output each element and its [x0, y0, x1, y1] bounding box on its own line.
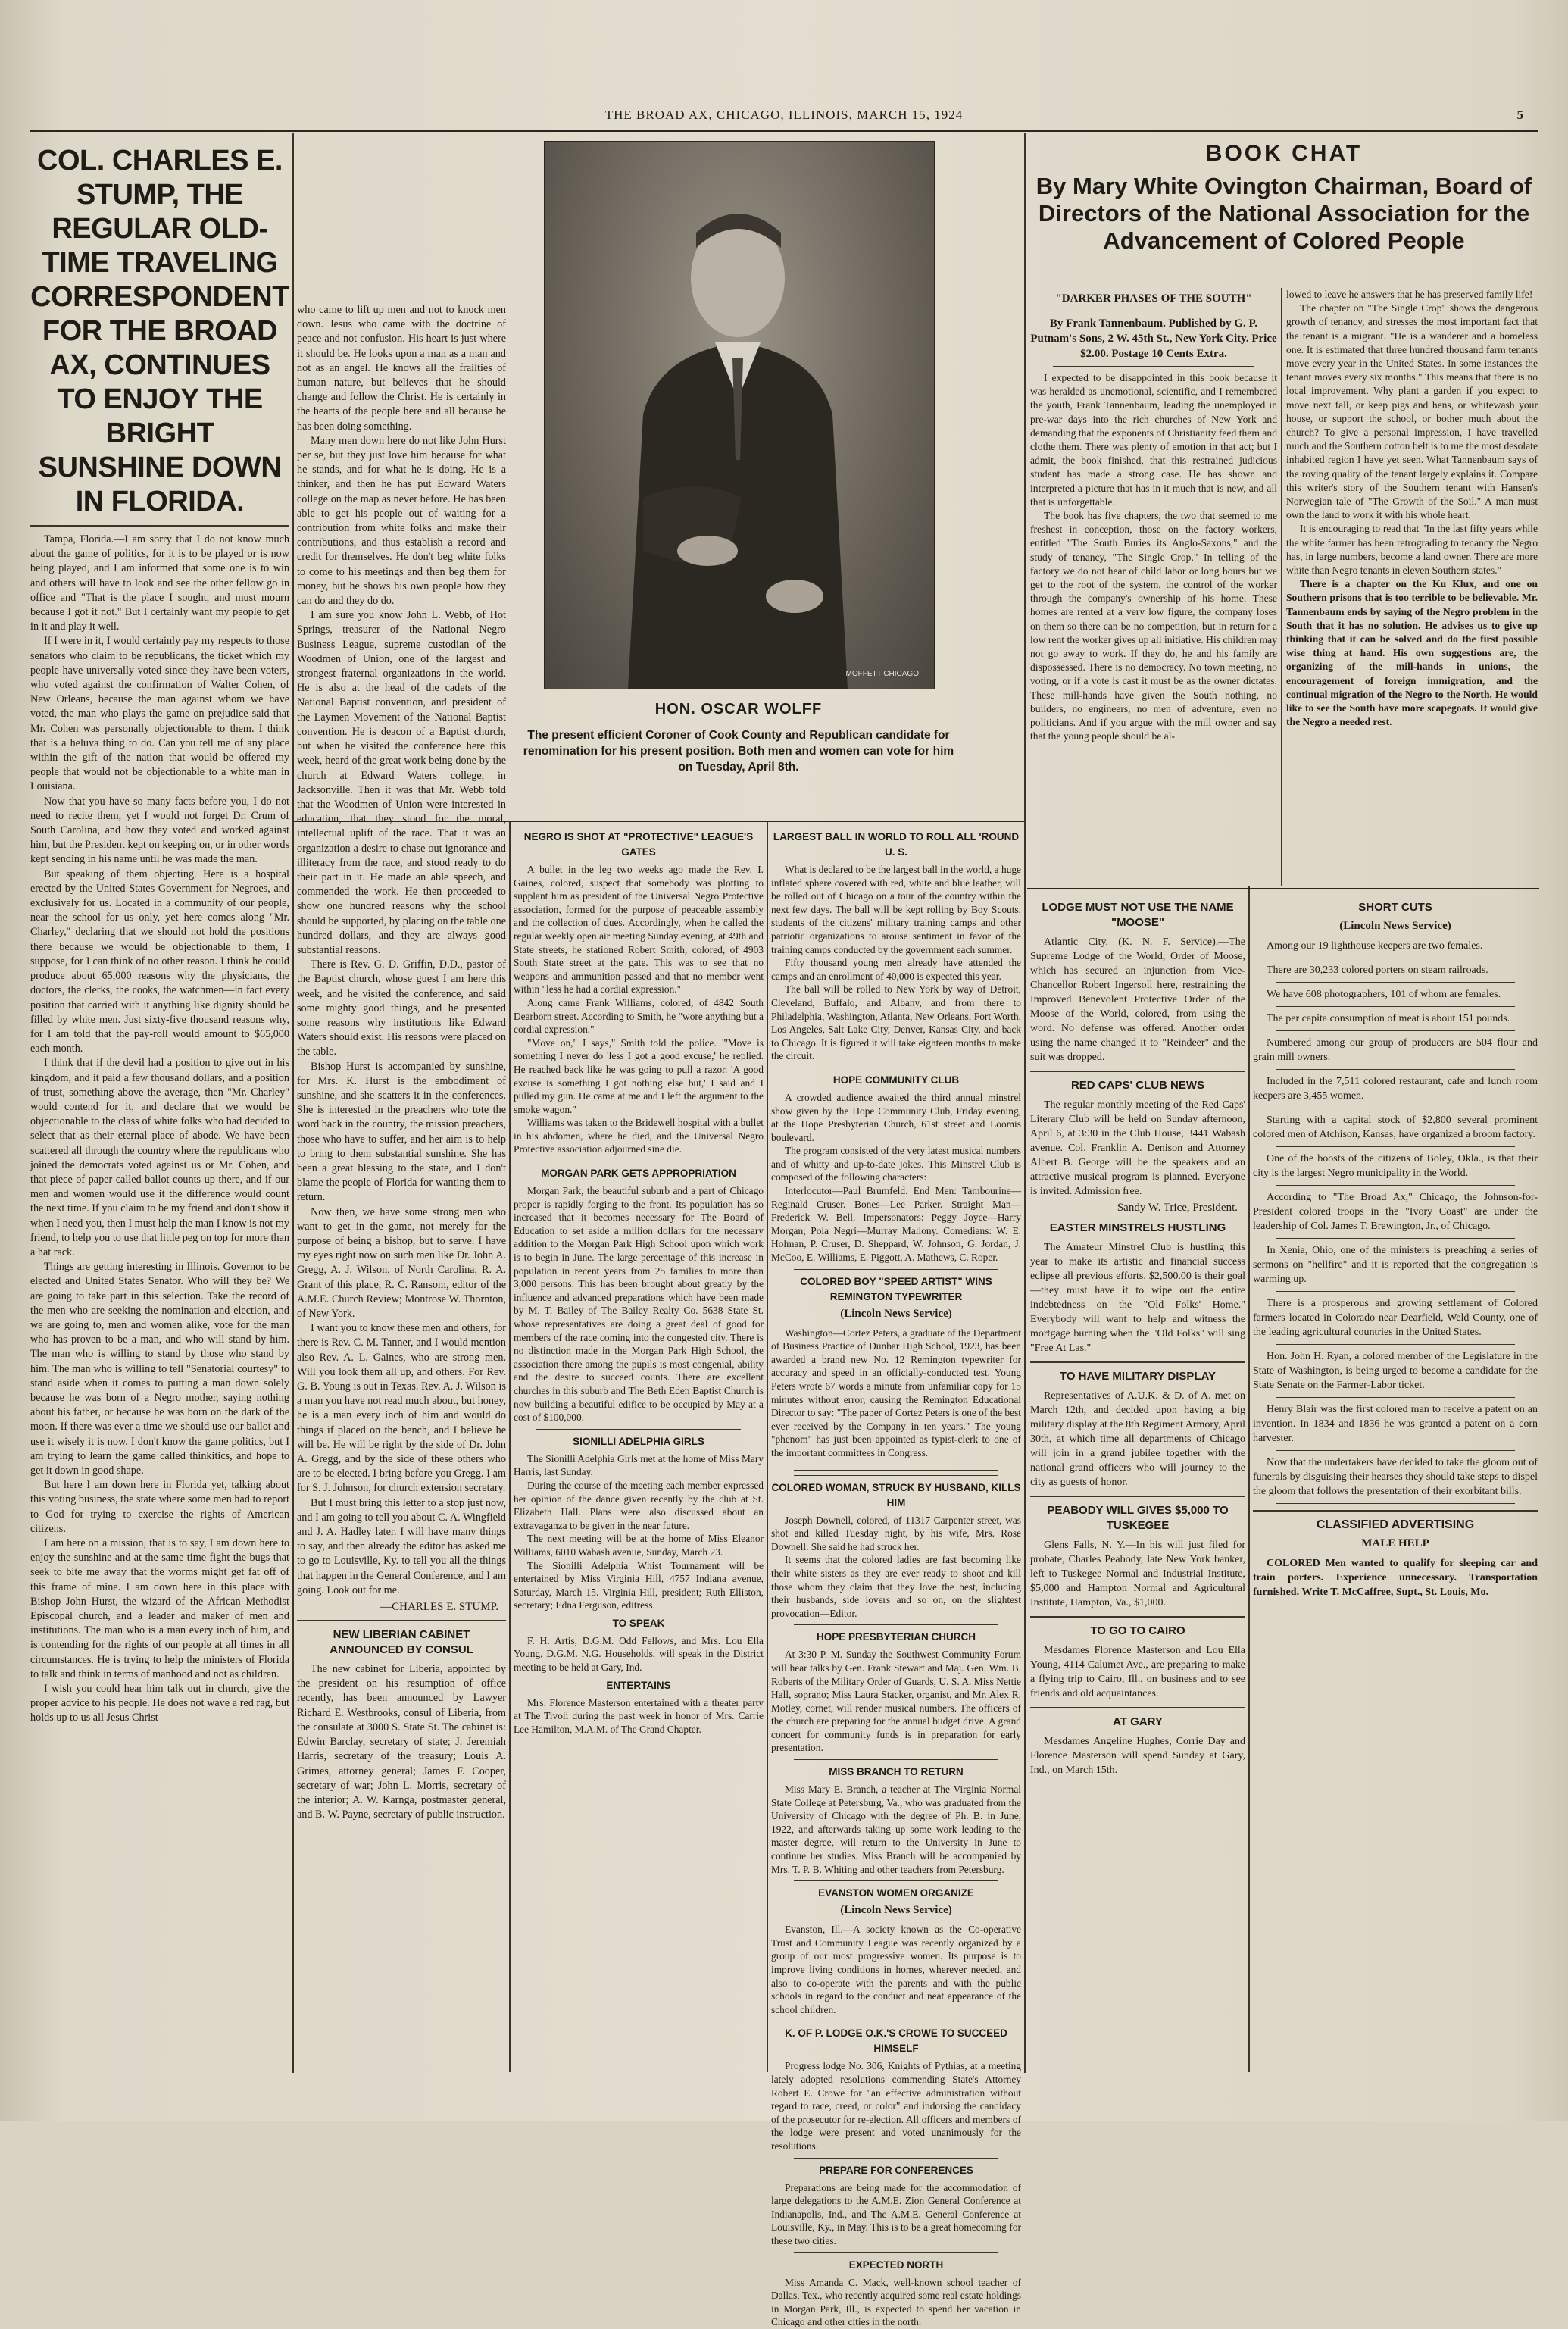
masthead: [0, 108, 1568, 127]
ball-headline: LARGEST BALL IN WORLD TO ROLL ALL 'ROUND U. S.: [773, 831, 1020, 858]
peabody-headline: PEABODY WILL GIVES $5,000 TO TUSKEGEE: [1047, 1504, 1229, 1532]
stump-continued: [297, 303, 506, 2076]
stump-paragraph: I think that if the devil had a position to give out in his kingdom, and it paid a few thousand dollars, and a position of trust, something above the average, then "Mr. Charley" would contend for it, and declare that we would be objectionable to the class of white folks who had decided to select that as their eternal place of abode. We have been scattered all through the country where the republicans who joined the democrats voted against us or Mr. Cohen, and that piece of paper called ballot counts up there, and if our men and women would use it the difference would count the next time. If you claim to be my friend and don't show it when I need you, then I must help the man I know is not my friend, to help you to use that little peg on top for more than a hat rack.: [30, 1057, 289, 1258]
kofp-headline: K. OF P. LODGE O.K.'S CROWE TO SUCCEED HIMSELF: [785, 2027, 1007, 2055]
column-rule: [1024, 133, 1026, 2073]
divider: [794, 2252, 998, 2253]
photo-name: HON. OSCAR WOLFF: [654, 701, 823, 717]
divider: [1253, 1510, 1538, 1512]
typewriter-headline: COLORED BOY "SPEED ARTIST" WINS REMINGTON TYPEWRITER: [800, 1275, 992, 1302]
expected-headline: EXPECTED NORTH: [848, 2259, 944, 2271]
divider: [1276, 1069, 1515, 1070]
kofp-paragraph: Progress lodge No. 306, Knights of Pythias, at a meeting lately adopted resolutions commending State's Attorney Robert E. Crowe for "an effective administration without regard to race, creed, or color" and indorsing the candidacy of the prosecutor for re-election. All officers and members of the lodge were present and voted unanimously for the resolutions.: [771, 2060, 1021, 2152]
hope-church-paragraph: At 3:30 P. M. Sunday the Southwest Community Forum will hear talks by Gen. Frank Stewart and Maj. Gen. Wm. B. Roberts of the Military Order of Guards, U. S. A. Miss Nettie Hall, soprano; Miss Laura Stacker, organist, and Mr. Alex R. Motley, cornet, will render musical numbers. The officers of the church are preparing for the annual budget drive. A grand concert for community funds is in preparation for early presentation.: [771, 1649, 1021, 1754]
divider: [1276, 1503, 1515, 1504]
stump-paragraph: I wish you could hear him talk out in church, give the proper advice to his people. He does not wave a red rag, but holds up to us all Jesus Christ: [30, 1683, 289, 1724]
negro-shot-paragraph: Williams was taken to the Bridewell hospital with a bullet in his abdomen, where he died, and the Universal Negro Protective association adjourned sine die.: [514, 1117, 764, 1155]
stump-paragraph: Things are getting interesting in Illinois. Governor to be elected and United States Senator. Who will they be? We are going to take part in this selection. Take the record of the men who are seeking the nomination and election, and we are going to, men and women alike, vote for the man who has proven to be a man, and who will stand by him. The man who is willing to stand by those who stand by him. The man who is willing to tell "Senatorial courtesy" to stand aside when it comes to putting a man down solely because he was born of a Negro mother, saying nothing about his father, or because he was born on the dark of the moon. If there was ever a time we should use our ballot and use it wisely it is now. I don't know the game politics, but I am trying to learn the game called thinkitics, and hope to get it down in good shape.: [30, 1261, 289, 1477]
ball-paragraph: What is declared to be the largest ball in the world, a huge inflated sphere covered with red, white and blue leather, will be rolled out of Chicago on a tour of the country within the next few days. The ball will be kept rolling by Boy Scouts, students of the citizens' military training camps and other patriotic organizations to arouse sentiment in favor of the training camps conducted by the government each summer.: [771, 864, 1021, 955]
stump-signature: —CHARLES E. STUMP.: [380, 1601, 498, 1614]
entertains-headline: ENTERTAINS: [606, 1679, 671, 1691]
evanston-paragraph: Evanston, Ill.—A society known as the Co-operative Trust and Community League was recently organized by a group of our most progressive women. Its purpose is to improve living conditions in homes, wherever needed, and also to co-operate with the parents and with the public schools in regard to the conduct and neat appearance of the school children.: [771, 1924, 1021, 2015]
divider: [794, 1624, 998, 1625]
stump-paragraph: There is Rev. G. D. Griffin, D.D., pastor of the Baptist church, whose guest I am here this week, and he visited the conference, and said some mighty good things, and he presented some reasons why institutions like Edward Waters should exist. His reasons were placed on the table.: [297, 958, 506, 1058]
short-cut-item: Numbered among our group of producers are 504 flour and grain mill owners.: [1253, 1037, 1538, 1063]
divider: [30, 525, 289, 527]
to-speak-headline: TO SPEAK: [612, 1617, 665, 1629]
portrait-figure: [545, 142, 934, 689]
stump-paragraph: I want you to know these men and others, for there is Rev. C. M. Tanner, and I would mention also Rev. A. L. Gaines, who are strong men. Will you look them all up, and others. For Rev. G. B. Young is out in Texas. Rev. A. J. Wilson is a man you have not read much about, but honey, he is a man every inch of him and would do things if placed on the bench, and I believe he will be. He will be right by the side of Dr. John A. Gregg, and by the side of these others who are to be elected. I bring before you Gregg. I am for S. J. Johnson, for church extension secretary.: [297, 1322, 506, 1495]
classified-paragraph: COLORED Men wanted to qualify for sleeping car and train porters. Experience unnecessary. Transportation furnished. Write T. McCaffree, Supt., St. Louis, Mo.: [1253, 1558, 1538, 1598]
stump-paragraph: If I were in it, I would certainly pay my respects to those senators who claim to be republicans, the ticket which my people have universally voted since they have been voters, who voted against the confirmation of Walter Cohen, of New Orleans, because the man against whom we have voted, the man who plays the game on prejudice said that Mr. Cohen was personally objectionable to them. I think that is a heluva thing to do. Can you tell me of any place within the gift of the nation that would be offered my people that would not be objectionable to a white man in Louisiana.: [30, 635, 289, 793]
short-cut-item: According to "The Broad Ax," Chicago, the Johnson-for-President colored troops in the "Ivory Coast" are under the leadership of Col. James T. Brewington, Jr., of Chicago.: [1253, 1192, 1538, 1232]
column-rule: [292, 133, 294, 2073]
column-rule: [1281, 288, 1282, 886]
divider: [1276, 982, 1515, 983]
negro-shot-headline: NEGRO IS SHOT AT "PROTECTIVE" LEAGUE'S GATES: [523, 831, 754, 858]
moose-headline: LODGE MUST NOT USE THE NAME "MOOSE": [1042, 901, 1234, 929]
divider: [1276, 1344, 1515, 1345]
column-rule: [1248, 886, 1250, 2072]
branch-paragraph: Miss Mary E. Branch, a teacher at The Virginia Normal State College at Petersburg, Va., who was graduated from the University of Chicago with the degree of Ph. B. in June, 1922, and afterwards taking up some work leading to the master degree, will return to the University in June to continue her studies. Miss Branch will be accompanied by Mrs. T. P. B. Whiting and other teachers from Petersburg.: [771, 1783, 1021, 1875]
book-chat-end-rule: [1027, 888, 1539, 889]
red-caps-headline: RED CAPS' CLUB NEWS: [1070, 1079, 1205, 1092]
book-chat-paragraph: The book has five chapters, the two that seemed to me freshest in conception, those on the factory workers, entitled "The South Buries its Anglo-Saxons," and the study of tenancy, "The Single Crop." In telling of the factory we do not hear of child labor or long hours but we get to the root of the system, the control of the worker through the company's ownership of his home. These homes are rented at a very low figure, the company loses on them so there can be no competition, but in return for a low rent the worker gives up all initiative. His children may not go away to work. If they do, he and his family are dispossessed. There is no democracy. No town meeting, no voting, or if a vote is cast it must be as the owner dictates. These mill-hands have given the South nothing, no builders, no engineers, no men of adventure, even no politicians. And if you argue with the mill owner and say that the young people should be al-: [1030, 510, 1277, 742]
masthead-text: THE BROAD AX, CHICAGO, ILLINOIS, MARCH 15, 1924: [604, 108, 964, 122]
book-chat-paragraph: lowed to leave he answers that he has preserved family life!: [1286, 289, 1533, 300]
evanston-source: (Lincoln News Service): [840, 1904, 952, 1917]
gary-headline: AT GARY: [1113, 1715, 1163, 1728]
column-lodge: [1030, 894, 1245, 2076]
divider: [794, 1470, 998, 1471]
short-cut-item: The per capita consumption of meat is about 151 pounds.: [1267, 1013, 1510, 1024]
short-cut-item: Among our 19 lighthouse keepers are two females.: [1267, 940, 1483, 952]
sionilli-paragraph: During the course of the meeting each member expressed her opinion of the dance given recently by the club at St. Elizabeth Hall. Plans were also discussed about an extravaganza to be given in the near future.: [514, 1479, 764, 1531]
stump-paragraph: who came to lift up men and not to knock men down. Jesus who came with the doctrine of peace and not confusion. His heart is just where it should be. He looks upon a man as a man and not as an angel. He knows all the frailties of human nature, but believes that he should change and follow the Christ. He is certainly in the hearts of the people here and all because he has been doing something.: [297, 304, 506, 433]
divider: [1276, 1146, 1515, 1147]
divider: [1276, 1291, 1515, 1292]
short-cut-item: In Xenia, Ohio, one of the ministers is preaching a series of sermons on "hellfire" and it is reported that the congregation is warming up.: [1253, 1245, 1538, 1285]
divider: [1276, 1006, 1515, 1007]
peabody-paragraph: Glens Falls, N. Y.—In his will just filed for probate, Charles Peabody, late New York banker, left to Tuskegee Normal and Industrial Institute, $5,000 and Hampton Normal and Agricultural Institute, Hampton, Va., $1,000.: [1030, 1540, 1245, 1608]
negro-shot-paragraph: Along came Frank Williams, colored, of 4842 South Dearborn street. According to Smith, he "wore anything but a cordial expression.": [514, 996, 764, 1036]
portrait-photo: [544, 141, 935, 689]
short-cut-item: We have 608 photographers, 101 of whom are females.: [1267, 989, 1501, 1000]
cairo-headline: TO GO TO CAIRO: [1090, 1624, 1185, 1637]
ball-paragraph: Fifty thousand young men already have attended the camps and an enrollment of 40,000 is expected this year.: [771, 957, 1021, 982]
short-cut-item: Hon. John H. Ryan, a colored member of the Legislature in the State of Washington, is being urged to become a candidate for the State Senate on the Farmer-Labor ticket.: [1253, 1351, 1538, 1391]
book-chat-body-right: [1286, 288, 1538, 886]
book-chat-paragraph: I expected to be disappointed in this book because it was heralded as unemotional, scientific, and I remembered the youth, Frank Tannenbaum, leading the unemployed in pre-war days into the rich churches of New York and demanding that the exponents of Christianity feed them and clothe them. There was plenty of emotion in that act; but I admit, the book finished, that this restrained judicious student has made a strong case. He has shown and interpreted a picture that has in it much that is new, and all that is unforgettable.: [1030, 372, 1277, 508]
book-chat-paragraph: The chapter on "The Single Crop" shows the dangerous growth of tenancy, and stresses the most important fact that the tenant is a migrant. "He is a wanderer and a homeless one. It is estimated that three hundred thousand farm tenants move every year in the United States. In some instances the tenant moves every six months." This means that there is no local improvement. Why plant a garden if you expect to move next fall, or keep pigs and hens, or whitewash your house, or support the school, or bother much about the church? To give a personal impression, I have travelled much and the Southern cotton belt is to me the most desolate inhabited region I have yet seen. What Tannenbaum says of the roving quality of the tenant largely explains it. Compare this writer's story of the Southern tenant with Hansen's Norwegian tale of "The Growth of the Soil." A man must own the land to work it with his whole heart.: [1286, 302, 1538, 521]
divider: [1276, 1450, 1515, 1451]
hope-club-paragraph: The program consisted of the very latest musical numbers and of whitty and up-to-date jokes. This Minstrel Club is composed of the following characters:: [771, 1145, 1021, 1183]
military-headline: TO HAVE MILITARY DISPLAY: [1059, 1370, 1217, 1383]
gary-paragraph: Mesdames Angeline Hughes, Corrie Day and Florence Masterson will spend Sunday at Gary, Ind., on March 15th.: [1030, 1736, 1245, 1776]
divider: [1030, 1361, 1245, 1363]
stump-paragraph: But I must bring this letter to a stop just now, and I am going to tell you about C. A. Wingfield and J. A. Hadley later. I will have many things to say, and then already the editor has asked me to go to Louisville, Ky. to tell you all the things that happen in the General Conference, and I am going. Look out for me.: [297, 1496, 506, 1596]
book-chat-paragraph: It is encouraging to read that "In the last fifty years while the white farmer has been retrograding to tenancy the Negro has, in large numbers, become a land owner. There are more white than Negro tenants in eleven Southern states.": [1286, 523, 1538, 577]
short-cut-item: One of the boosts of the citizens of Boley, Okla., is that their city is the largest Negro municipality in the World.: [1253, 1153, 1538, 1179]
divider: [297, 1620, 506, 1621]
divider: [1276, 1397, 1515, 1398]
hope-club-paragraph: Interlocutor—Paul Brumfeld. End Men: Tambourine—Reginald Cruser. Bones—Lee Parker. Straight Man—Frederick W. Bell. Impersonators: Peggy Joyce—Harry Morgan; Pola Negri—Murray Mallony. Comedians: W. E. Holman, P. Cruser, D. Sheppard, W. Johnson, G. Jordan, J. McCoo, E. Williams, E. Piggott, A. Mathews, C. Roper.: [771, 1185, 1021, 1264]
divider: [794, 1759, 998, 1760]
stump-article: [30, 144, 289, 2076]
classified-headline: CLASSIFIED ADVERTISING: [1316, 1518, 1475, 1531]
photo-caption: The present efficient Coroner of Cook County and Republican candidate for renomination for his present position. Both men and women can vote for him on Tuesday, April 8th.: [523, 729, 954, 774]
evanston-headline: EVANSTON WOMEN ORGANIZE: [818, 1887, 974, 1899]
stump-paragraph: Now that you have so many facts before you, I do not need to recite them, yet I would not forget Dr. Crum of South Carolina, and how they voted and worked against him, but the President kept on keeping on, or in other words kept sending in his name until he was made the man.: [30, 795, 289, 866]
short-cuts-headline: SHORT CUTS: [1358, 901, 1432, 914]
ball-paragraph: The ball will be rolled to New York by way of Detroit, Cleveland, Buffalo, and Albany, and from there to Philadelphia, Washington, Atlanta, New Orleans, Fort Worth, Los Angeles, Salt Lake City, Denver, Kansas City, and back to Chicago. It is figured it will take eighteen months to make the circuit.: [771, 983, 1021, 1062]
divider: [1030, 1496, 1245, 1497]
book-chat-paragraph: There is a chapter on the Ku Klux, and one on Southern prisons that is too terrible to be believable. Mr. Tannenbaum ends by saying of the Negro problem in the South that it has no solution. He advises us to give up thinking that it can be solved and do the first possible wise thing at hand. His own suggestions are, the organizing of the mill-hands in unions, the encouragement of foreign immigration, and the continual migration of the Negro to the North. He would like to see the South have more scapegoats. It would give the Negro a needed rest.: [1286, 578, 1538, 728]
divider: [794, 1475, 998, 1476]
photo-credit: MOFFETT CHICAGO: [845, 670, 919, 678]
short-cut-item: Now that the undertakers have decided to take the gloom out of funerals by disguising their hearses they should take steps to dispel the gloom that follows the presentation of their exorbitant bills.: [1253, 1457, 1538, 1497]
negro-shot-paragraph: A bullet in the leg two weeks ago made the Rev. I. Gaines, colored, suspect that somebody was plotting to supplant him as president of the Universal Negro Protective association, formed for the purpose of peaceable assembly and the collection of dues. Accordingly, when he called the regular weekly open air meeting Sunday evening, at 49th and State streets, he stationed Robert Smith, colored, of 4903 South State street at the gate. This was to see that no weapons and ammunition passed and that no member went within "less he had a cordial expression.": [514, 864, 764, 996]
column-3: [514, 826, 764, 2076]
stump-paragraph: But here I am down here in Florida yet, talking about this voting business, the state where some men had to report to God for trying to exercise the rights of American citizens.: [30, 1479, 289, 1535]
sionilli-headline: SIONILLI ADELPHIA GIRLS: [573, 1435, 704, 1447]
red-caps-paragraph: The regular monthly meeting of the Red Caps' Literary Club will be held on Sunday afternoon, April 6, at 3:30 in the Club House, 3441 Wabash avenue. Col. Franklin A. Denison and Attorney Albert B. George will be the speakers and an attractive musical program is planned. Everyone is invited. Admission free.: [1030, 1099, 1245, 1197]
column-rule: [509, 822, 511, 2072]
stump-paragraph: But speaking of them objecting. Here is a hospital erected by the United States Government for Negroes, and exclusively for us. Located in a community of our people, near the school for us only, yet here comes along "Mr. Charley," declaring that we should not hold the positions there because we would be objectionable to them, I suppose, for I can think of no other reason. I think he could produce about 65,000 reasons why the physicians, the doctors, the clerks, the cooks, the watchmen—in fact every position that carried with it anything like dignity should be filled by white men. Just sixty-five thousand reasons why, for I am told that the pay-roll would amount to $65,000 each month.: [30, 868, 289, 1055]
divider: [1030, 1707, 1245, 1708]
page-number: 5: [1516, 108, 1524, 122]
husband-paragraph: Joseph Downell, colored, of 11317 Carpenter street, was shot and killed Tuesday night, by his wife, Mrs. Rose Downell. She said he had struck her.: [771, 1514, 1021, 1552]
hope-club-headline: HOPE COMMUNITY CLUB: [832, 1074, 960, 1086]
morgan-park-paragraph: Morgan Park, the beautiful suburb and a part of Chicago proper is rapidly forging to the front. Its population has so increased that it becomes necessary for The Board of Education to set aside a million dollars for the necessary addition to the Morgan Park High School upon which work is to begin in June. The large percentage of this increase in population in recent years from 25 families to more than 3,000 persons. This has been brought about greatly by the influence and advanced preparations which have been made by M. T. Bailey of The Bailey Realty Co. 5638 State St. whose representatives are doing a great deal of good for members of the race coming into the congested city. There is no distinction made in the Morgan Park High School, the association there among the pupils is most congenial, ability and the desire to succeed counts. There are excellent churches in this suburb and The Beth Eden Baptist Church is now building a beautiful edifice to be occupied by May at a cost of $100,000.: [514, 1185, 764, 1424]
divider: [1276, 1185, 1515, 1186]
to-speak-paragraph: F. H. Artis, D.G.M. Odd Fellows, and Mrs. Lou Ella Young, D.G.M. N.G. Households, will speak in the District meeting to be held at Gary, Ind.: [514, 1634, 764, 1674]
divider: [1030, 1616, 1245, 1618]
short-cuts-list: [1253, 939, 1538, 1504]
stump-headline: COL. CHARLES E. STUMP, THE REGULAR OLD-TIME TRAVELING CORRESPONDENT FOR THE BROAD AX, CONTINUES TO ENJOY THE BRIGHT SUNSHINE DOWN IN FLORIDA.: [30, 145, 289, 517]
husband-headline: COLORED WOMAN, STRUCK BY HUSBAND, KILLS HIM: [771, 1481, 1021, 1508]
conferences-paragraph: Preparations are being made for the accommodation of large delegations to the A.M.E. Zion General Conference at Indianapolis, Ind., and The A.M.E. General Conference at Louisville, Ky., in May. This is to be a great homecoming for these two cities.: [771, 2181, 1021, 2246]
stump-paragraph: I am here on a mission, that is to say, I am down here to enjoy the sunshine and at the same time fight the bugs that seek to bite me away that the worms might get fat off of this frame of mine. I am down here in this place with Bishop John Hurst, the wizard of the African Methodist Episcopal church, and a leader and maker of men and institutions. The man who is a man every inch of him, and is contending for the rights of our people at all times in all circumstances. He is trying to help the ministers of Florida to talk and think in terms of manhood and not as children.: [30, 1537, 289, 1680]
book-info: By Frank Tannenbaum. Published by G. P. Putnam's Sons, 2 W. 45th St., New York City. Price $2.00. Postage 10 Cents Extra.: [1030, 317, 1277, 360]
divider: [794, 1269, 998, 1270]
short-cut-item: Henry Blair was the first colored man to receive a patent on an invention. In 1834 and 1836 he was granted a patent on a corn harvester.: [1253, 1404, 1538, 1444]
liberian-paragraph: The new cabinet for Liberia, appointed by the president on his resumption of office recently, has been announced by Lawyer Richard E. Westbrooks, consul of Liberia, from the consulate at 3000 S. State St. The cabinet is: Edwin Barclay, secretary of state; J. Jeremiah Harris, secretary of the treasury; Louis A. Grimes, attorney general; James F. Cooper, secretary of war; John L. Morris, secretary of the interior; A. W. Karnga, postmaster general, and B. W. Payne, secretary of public instruction.: [297, 1663, 506, 1821]
hope-church-headline: HOPE PRESBYTERIAN CHURCH: [816, 1631, 976, 1643]
military-paragraph: Representatives of A.U.K. & D. of A. met on March 12th, and decided upon having a big military display at the 8th Regiment Armory, April 30th, at which time all departments of Chicago will join in a grand jubilee together with the national grand officers who will journey to the city as guests of honor.: [1030, 1390, 1245, 1488]
typewriter-paragraph: Washington—Cortez Peters, a graduate of the Department of Business Practice of Dunbar High School, 1923, has been awarded a brand new No. 12 Remington typewriter for accuracy and speed in an officially-conducted test. Young Peters wrote 67 words a minute from unfamiliar copy for 15 minutes without error, causing the Remington Educational Director to say: "The paper of Cortez Peters is one of the best ever received by the Company in ten years." The young "phenom" has just been appointed as typist-clerk to one of the important committees in Congress.: [771, 1327, 1021, 1458]
entertains-paragraph: Mrs. Florence Masterson entertained with a theater party at The Tivoli during the past week in honor of Mrs. Carrie Lee Hamilton, M.A.M. of The Grand Chapter.: [514, 1696, 764, 1735]
short-cut-item: Included in the 7,511 colored restaurant, cafe and lunch room keepers are 3,455 women.: [1253, 1076, 1538, 1102]
classified-sub: MALE HELP: [1361, 1537, 1429, 1549]
short-cuts-source: (Lincoln News Service): [1339, 920, 1451, 932]
column-rule: [767, 822, 768, 2072]
expected-paragraph: Miss Amanda C. Mack, well-known school teacher of Dallas, Tex., who recently acquired some real estate holdings in Morgan Park, Ill., is expected to spend her vacation in Chicago and other cities in the north.: [771, 2276, 1021, 2328]
book-chat-byline: By Mary White Ovington Chairman, Board of Directors of the National Association for the Advancement of Colored People: [1035, 173, 1532, 254]
book-title: "DARKER PHASES OF THE SOUTH": [1055, 292, 1252, 305]
divider: [794, 2158, 998, 2159]
header-rule: [30, 130, 1538, 132]
divider: [1053, 366, 1254, 367]
sionilli-paragraph: The next meeting will be at the home of Miss Eleanor Williams, 6010 Wabash avenue, Sunday, March 23.: [514, 1533, 764, 1558]
sionilli-paragraph: The Sionilli Adelphia Girls met at the home of Miss Mary Harris, last Sunday.: [514, 1452, 764, 1478]
stump-paragraph: Now then, we have some strong men who want to get in the game, not merely for the purpose of being a bishop, but to serve. I have my eyes right now on such men like Dr. John A. Gregg, A. J. Wilson, of North Carolina, R. A. Grant of this place, R. C. Ransom, editor of the A.M.E. Church Review; Montrose W. Thornton, of New York.: [297, 1205, 506, 1321]
cairo-paragraph: Mesdames Florence Masterson and Lou Ella Young, 4114 Calumet Ave., are preparing to make a flying trip to Cairo, Ill., on business and to see friends and old acquaintances.: [1030, 1645, 1245, 1699]
divider: [536, 1429, 741, 1430]
book-chat-title: BOOK CHAT: [1205, 141, 1363, 166]
red-caps-signature: Sandy W. Trice, President.: [1117, 1202, 1238, 1214]
column-short-cuts: [1253, 894, 1538, 2076]
husband-paragraph: It seems that the colored ladies are fast becoming like their white sisters as they are ever ready to shoot and kill those whom they claim that they love the best, including their husbands, side lovers and so on, on the slightest provocation—Editor.: [771, 1554, 1021, 1619]
stump-paragraph: I am sure you know John L. Webb, of Hot Springs, treasurer of the National Negro Business League, supreme custodian of the Woodmen of Union, one of the largest and strongest fraternal organizations in the world. He is also at the head of the cadets of the National Baptist convention, and president of the Laymen Movement of the National Baptist convention. He is deacon of a Baptist church, but when he visited the conference here this week, heard of the great work being done by the church at Edward Waters college, in Jacksonville. Then it was that Mr. Webb told that the Woodmen of Union were interested in education, that they stood for the moral, intellectual uplift of the race. That it was an organization a desire to chase out ignorance and illiteracy from the race, and stood ready to do their part in it. He made an able speech, and commended the work. He then proceeded to show one hundred reasons why the school should be supported, by placing on the table one hundred dollars, and they are always good substantial reasons.: [297, 609, 506, 956]
divider: [1276, 1030, 1515, 1031]
hope-club-paragraph: A crowded audience awaited the third annual minstrel show given by the Hope Community Club, Friday evening, at the Hope Presbyterian Church, 61st street and Loomis boulevard.: [771, 1091, 1021, 1143]
short-cut-item: Starting with a capital stock of $2,800 several prominent colored men of Atchison, Kansas, have organized a broom factory.: [1253, 1114, 1538, 1140]
divider: [794, 1880, 998, 1881]
stump-paragraph: Bishop Hurst is accompanied by sunshine, for Mrs. K. Hurst is the embodiment of sunshine, and she scatters it in the conferences. She is interested in the preachers who tote the word back in the country, the mission preachers, those who have to suffer, and her aim is to help to bring to them substantial sunshine. She has been a great blessing to the state, and I don't blame the people of Florida for wanting them to return.: [297, 1060, 506, 1204]
branch-headline: MISS BRANCH TO RETURN: [829, 1766, 964, 1778]
sionilli-paragraph: The Sionilli Adelphia Whist Tournament will be entertained by Miss Virginia Hill, 4757 Indiana avenue, Saturday, March 15. Virginia Hill, president; Ruth Elliston, secretary; Edna Ferguson, editress.: [514, 1559, 764, 1612]
minstrels-paragraph: The Amateur Minstrel Club is hustling this year to make its artistic and financial success eclipse all previous efforts. $2,500.00 is their goal—they must have it to wipe out the entire indebtedness on the "Old Folks' Home." Everybody will want to help and witness the mortgage burning when the "Old Folks" will sing "Free At Las.": [1030, 1242, 1245, 1354]
moose-paragraph: Atlantic City, (K. N. F. Service).—The Supreme Lodge of the World, Order of Moose, which has secured an injunction from Vice-Chancellor Robert Ingersoll here, restraining the Improved Benevolent Protective Order of the Moose of the World, colored, from using the word. No defense was offered. Another order using the name changed it to "Reindeer" and the suit was dropped.: [1030, 936, 1245, 1063]
book-chat-header: [1030, 141, 1538, 292]
divider: [1030, 1071, 1245, 1072]
negro-shot-paragraph: "Move on," I says," Smith told the police. "'Move is something I never do 'less I got a good excuse,' he replied. He reached back like he was going to pull a razor. 'A good excuse is something I got nothing else but,' I said and I pulled my gun. He came at me and I left the argument to the smoke wagon.": [514, 1036, 764, 1115]
short-cut-item: There are 30,233 colored porters on steam railroads.: [1267, 964, 1488, 976]
minstrels-headline: EASTER MINSTRELS HUSTLING: [1049, 1221, 1226, 1234]
book-chat-body-left: [1030, 288, 1277, 886]
liberian-headline: NEW LIBERIAN CABINET ANNOUNCED BY CONSUL: [330, 1628, 473, 1657]
stump-paragraph: Many men down here do not like John Hurst per se, but they just love him because for what he stands, and for what he is doing. He is a thinker, and then he has put Edward Waters college on the map as never before. He has been able to get his people out of waiting for a contribution from white folks and make their contributions, and thus establish a record and credit for themselves. He don't beg white folks to come to his meetings and then beg them for money, but he shows his own people how they can do and they do do.: [297, 434, 506, 608]
short-cut-item: There is a prosperous and growing settlement of Colored farmers located in Colorado near Dearfield, Weld County, one of the leading agricultural countries in the United States.: [1253, 1298, 1538, 1338]
morgan-park-headline: MORGAN PARK GETS APPROPRIATION: [541, 1168, 736, 1180]
divider: [1276, 1238, 1515, 1239]
column-4: [771, 826, 1021, 2328]
conferences-headline: PREPARE FOR CONFERENCES: [819, 2164, 973, 2176]
stump-paragraph: Tampa, Florida.—I am sorry that I do not know much about the game of politics, for it is to be played or is now being played, and I am informed that some one is to win and others will have to look and see the other fellow go in office and "That is the place I sought, and must mourn because I got it not." But I certainly want my people to get in it and play it well.: [30, 533, 289, 633]
typewriter-source: (Lincoln News Service): [840, 1307, 952, 1320]
